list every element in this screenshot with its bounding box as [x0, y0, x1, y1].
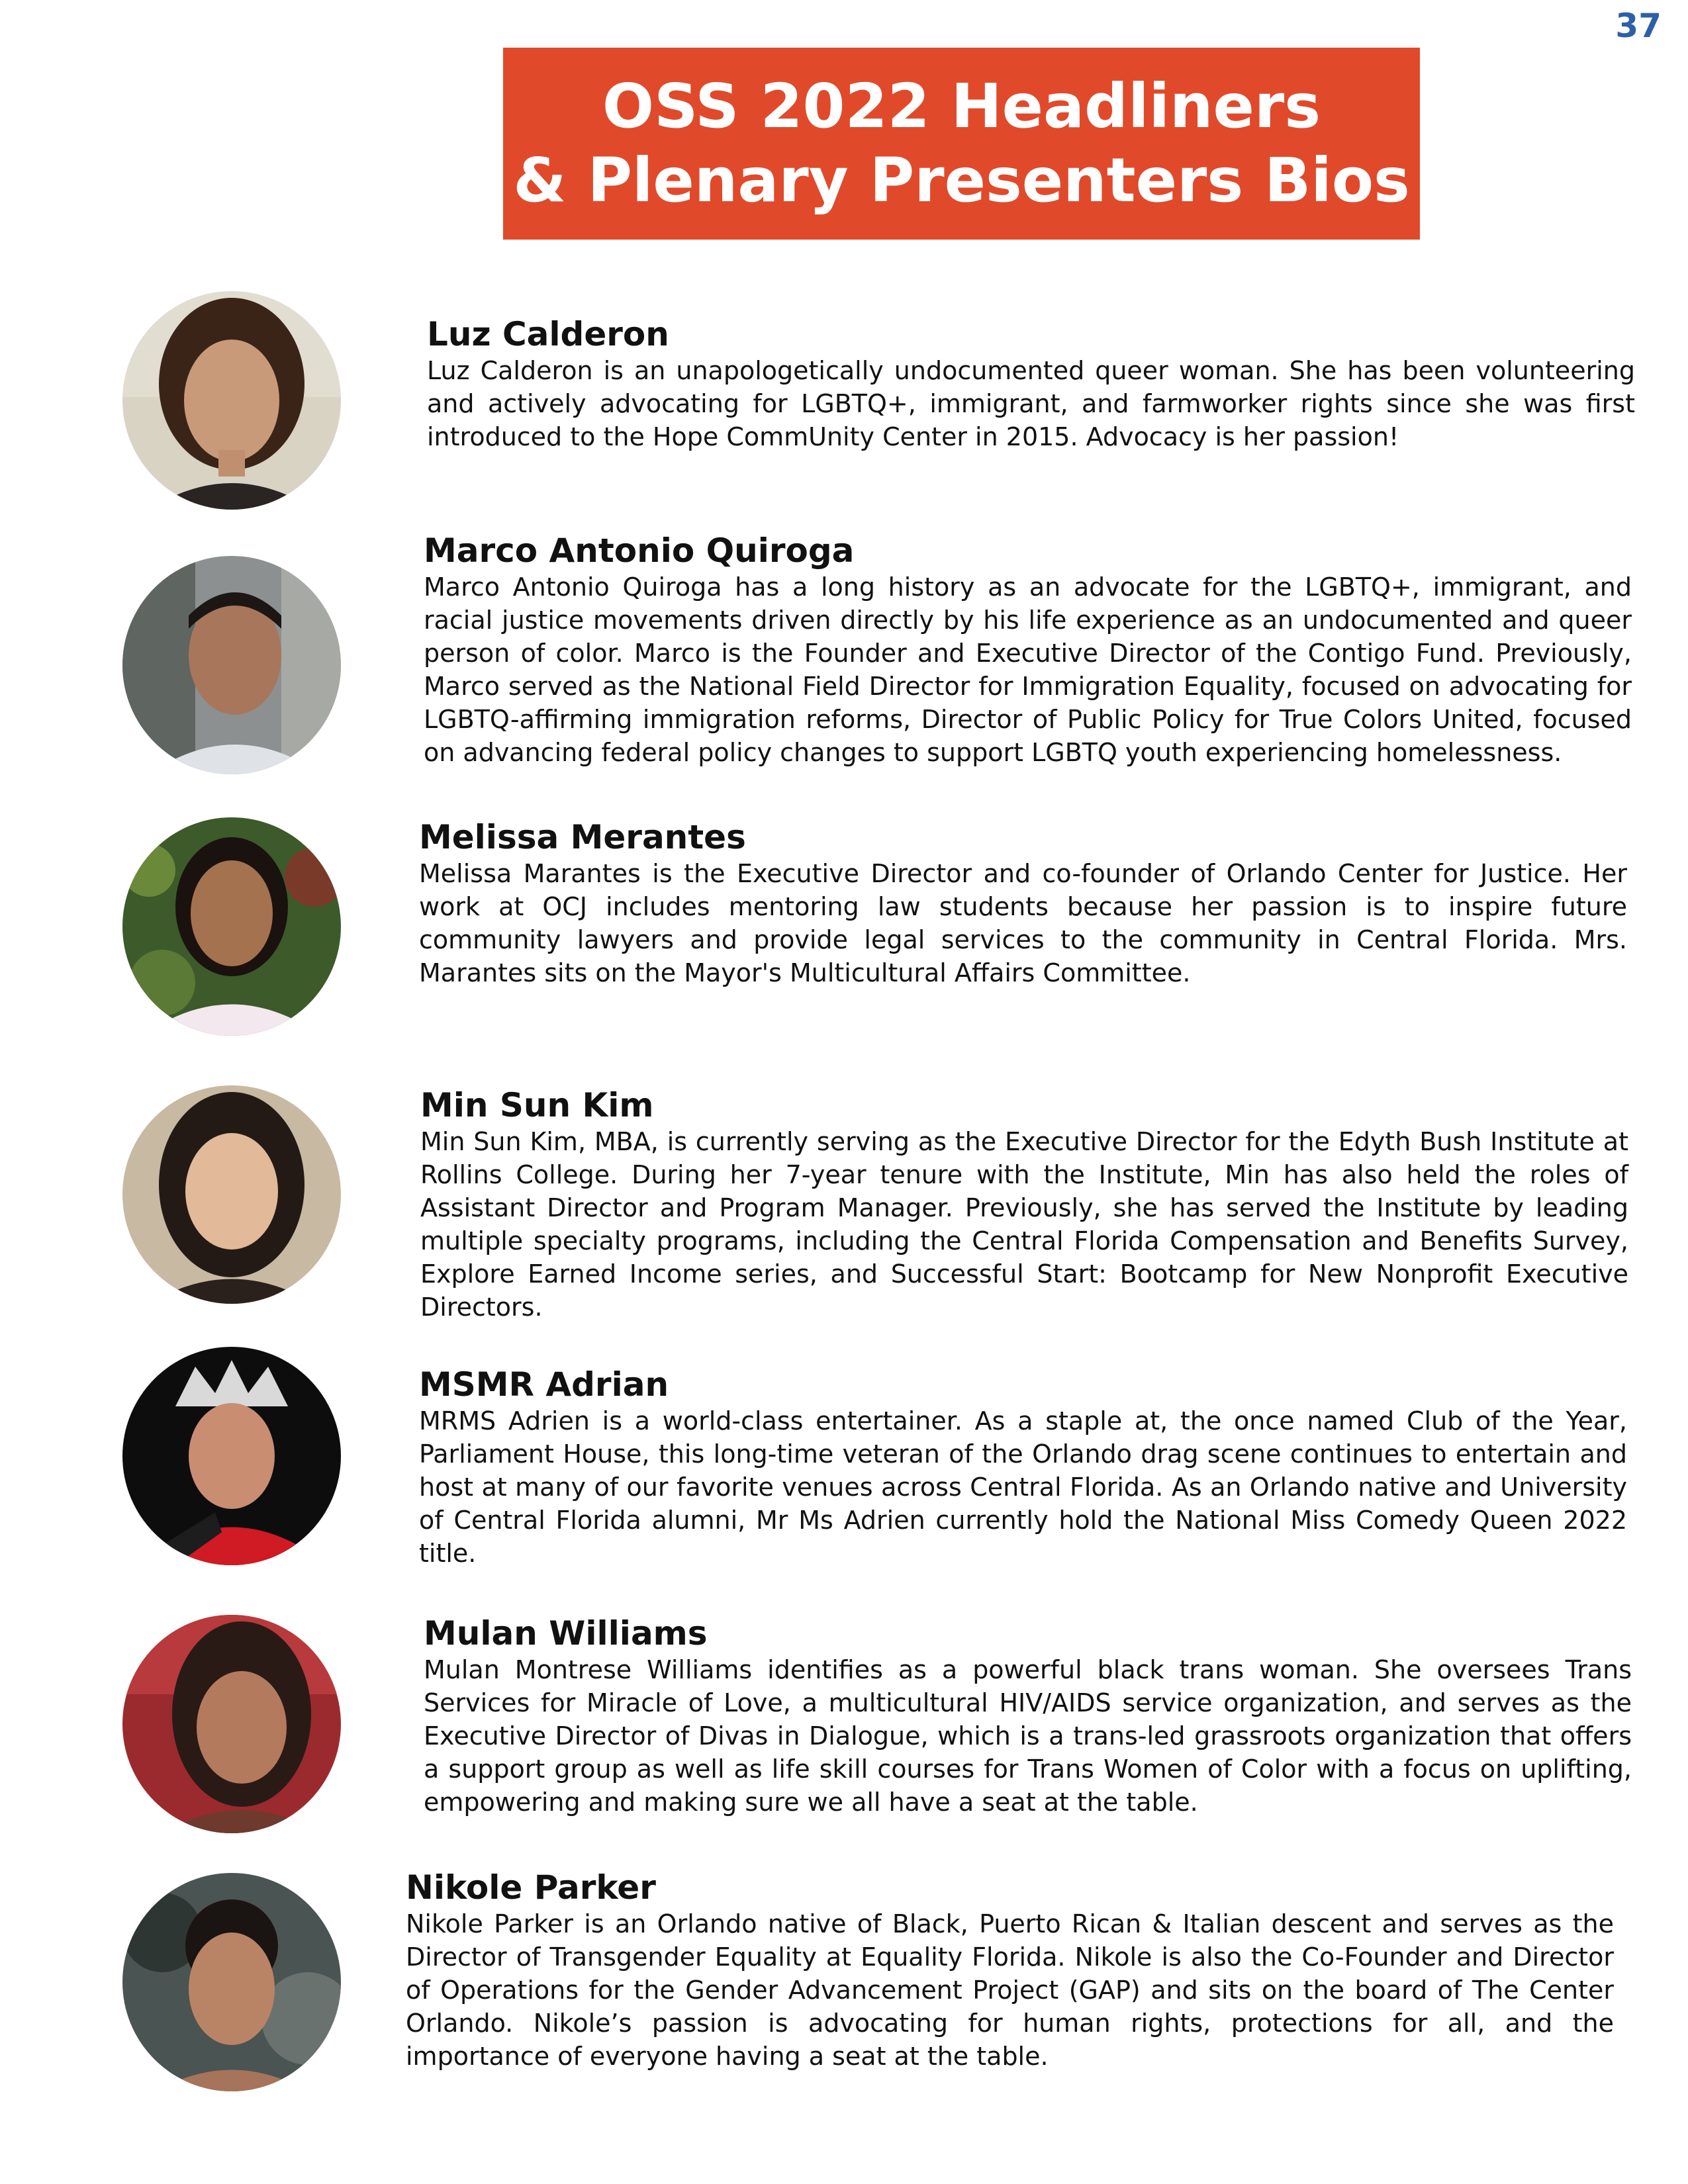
headshot-nikole-parker — [122, 1873, 341, 2091]
bio-mulan-williams — [424, 1614, 1632, 1819]
bio-text: Min Sun Kim, MBA, is currently serving as the Executive Director for the Edyth Bush Institute at Rollins College. During her 7-year tenure with the Institute, Min has also held the roles of Assistant Director and Program Manager. Previously, she has served the Institute by leading multiple specialty programs, including the Central Florida Compensation and Benefits Survey, Explore Earned Income series, and Successful Start: Bootcamp for New Nonprofit Executive Directors. — [420, 1127, 1628, 1322]
bio-min-sun-kim — [420, 1085, 1628, 1324]
banner-title-line-2: & Plenary Presenters Bios — [513, 145, 1410, 216]
bio-marco-antonio-quiroga — [424, 531, 1632, 769]
bio-msmr-adrian — [419, 1365, 1627, 1570]
bio-text: Melissa Marantes is the Executive Director and co-founder of Orlando Center for Justice. Her work at OCJ includes mentoring law students because her passion is to inspire future community lawyers and provide legal services to the community in Central Florida. Mrs. Marantes sits on the Mayor's Multicultural Affairs Committee. — [419, 859, 1627, 987]
page-number: 37 — [1615, 7, 1662, 45]
bio-name: Nikole Parker — [406, 1868, 656, 1907]
headshot-luz-calderon — [122, 291, 341, 510]
bio-name: Marco Antonio Quiroga — [424, 531, 855, 570]
banner-title-line-1: OSS 2022 Headliners — [602, 71, 1321, 142]
bio-melissa-merantes — [419, 817, 1627, 989]
bio-luz-calderon — [427, 314, 1635, 453]
bio-nikole-parker — [406, 1868, 1614, 2073]
bio-text: MRMS Adrien is a world-class entertainer. As a staple at, the once named Club of the Year, Parliament House, this long-time veteran of the Orlando drag scene continues to entertain and host at many of our favorite venues across Central Florida. As an Orlando native and University of Central Florida alumni, Mr Ms Adrien currently hold the National Miss Comedy Queen 2022 title. — [419, 1406, 1627, 1568]
bio-name: MSMR Adrian — [419, 1365, 669, 1404]
headshot-mulan-williams — [122, 1615, 341, 1833]
bio-text: Nikole Parker is an Orlando native of Black, Puerto Rican & Italian descent and serves as the Director of Transgender Equality at Equality Florida. Nikole is also the Co-Founder and Director of Operations for the Gender Advancement Project (GAP) and sits on the board of The Center Orlando. Nikole’s passion is advocating for human rights, protections for all, and the importance of everyone having a seat at the table. — [406, 1909, 1614, 2071]
bio-name: Mulan Williams — [424, 1614, 708, 1653]
headshot-msmr-adrian — [122, 1347, 341, 1565]
bio-text: Marco Antonio Quiroga has a long history as an advocate for the LGBTQ+, immigrant, and racial justice movements driven directly by his life experience as an undocumented and queer person of color. Marco is the Founder and Executive Director of the Contigo Fund. Previously, Marco served as the National Field Director for Immigration Equality, focused on advocating for LGBTQ-affirming immigration reforms, Director of Public Policy for True Colors United, focused on advancing federal policy changes to support LGBTQ youth experiencing homelessness. — [424, 572, 1632, 767]
headshot-min-sun-kim — [122, 1085, 341, 1304]
bio-text: Luz Calderon is an unapologetically undocumented queer woman. She has been volunteering and actively advocating for LGBTQ+, immigrant, and farmworker rights since she was first introduced to the Hope CommUnity Center in 2015. Advocacy is her passion! — [427, 356, 1635, 451]
title-banner — [503, 48, 1420, 240]
bio-text: Mulan Montrese Williams identifies as a powerful black trans woman. She oversees Trans Services for Miracle of Love, a multicultural HIV/AIDS service organization, and serves as the Executive Director of Divas in Dialogue, which is a trans-led grassroots organization that offers a support group as well as life skill courses for Trans Women of Color with a focus on uplifting, empowering and making sure we all have a seat at the table. — [424, 1655, 1632, 1817]
headshot-marco-antonio-quiroga — [122, 556, 341, 774]
headshot-melissa-merantes — [122, 817, 341, 1036]
bio-name: Luz Calderon — [427, 315, 669, 353]
bio-name: Melissa Merantes — [419, 818, 746, 856]
bio-name: Min Sun Kim — [420, 1086, 654, 1124]
